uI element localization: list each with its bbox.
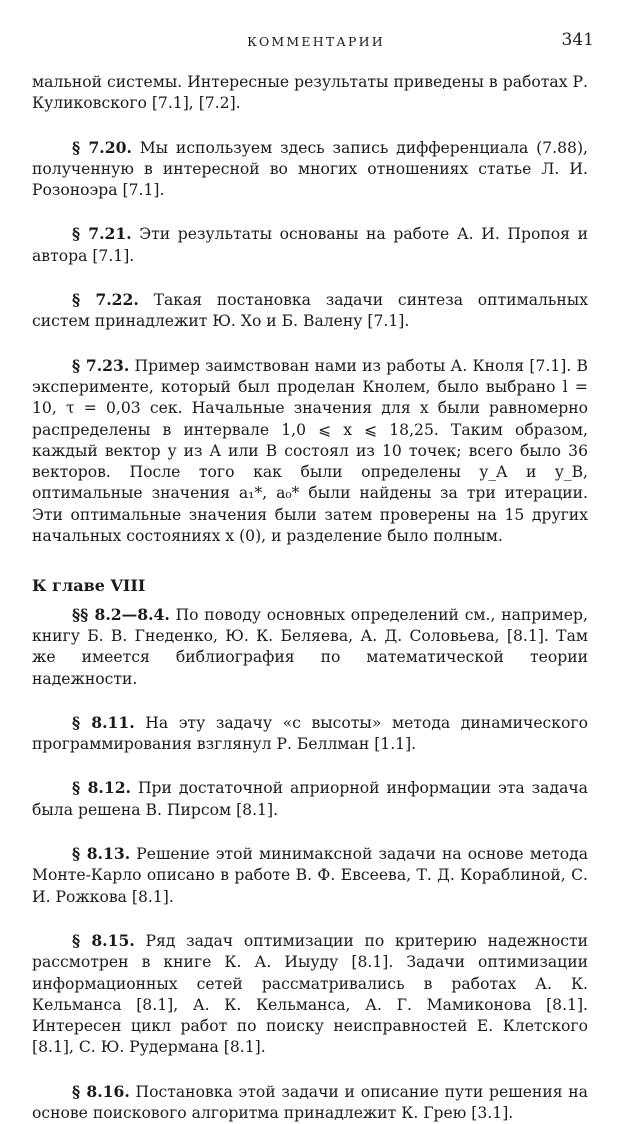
running-title: КОММЕНТАРИИ: [247, 34, 385, 49]
section-label: § 8.12.: [72, 778, 131, 798]
section-text: Эти результаты основаны на работе А. И. Пропоя и автора [7.1].: [32, 225, 588, 265]
section-text: Решение этой минимаксной задачи на основе метода Монте-Карло описано в работе В. Ф. Евсеева, Т. Д. Кораблиной, С. И. Рожкова [8.1].: [32, 845, 588, 906]
section-text: По поводу основных определений см., например, книгу Б. В. Гнеденко, Ю. К. Беляева, А. Д. Соловьева, [8.1]. Там же имеется библиография по математической теории надежности.: [32, 605, 588, 688]
section-label: § 8.11.: [72, 712, 135, 732]
section-label: § 7.20.: [72, 137, 132, 157]
section-8-11: [32, 712, 588, 756]
section-8-16: [32, 1081, 588, 1124]
page-content: [32, 72, 588, 1124]
chapter-8-heading: К главе VIII: [32, 576, 146, 596]
section-label: § 8.13.: [72, 844, 131, 864]
section-text: Мы используем здесь запись дифференциала (7.88), полученную в интересной во многих отношениях статье Л. И. Розоноэра [7.1].: [32, 138, 588, 200]
intro-paragraph: мальной системы. Интересные результаты приведены в работах Р. Куликовского [7.1], [7.2].: [32, 73, 588, 113]
section-text: Ряд задач оптимизации по критерию надежности рассмотрен в книге К. А. Иыуду [8.1]. Задачи оптимизации информационных сетей рассматривались в работах А. К. Кельманса [8.1], А. К. Кельманса, А. Г. Мамиконова [8.1]. Интересен цикл работ по поиску неисправностей Е. Клетского [8.1], С. Ю. Рудермана [8.1].: [32, 931, 588, 1057]
section-label: § 7.23.: [72, 355, 130, 375]
section-7-20: [32, 137, 588, 202]
section-7-23: [32, 355, 588, 548]
section-text: На эту задачу «с высоты» метода динамического программирования взглянул Р. Беллман [1.1].: [32, 713, 588, 754]
section-label: § 7.22.: [72, 290, 139, 310]
section-text: При достаточной априорной информации эта задача была решена В. Пирсом [8.1].: [32, 779, 588, 819]
section-label: § 8.16.: [72, 1081, 130, 1101]
section-7-22: [32, 289, 588, 333]
section-8-2-8-4: [32, 604, 588, 690]
section-label: §§ 8.2—8.4.: [72, 604, 170, 624]
section-8-13: [32, 843, 588, 908]
section-8-12: [32, 777, 588, 821]
section-7-21: [32, 223, 588, 267]
section-text: Такая постановка задачи синтеза оптимальных систем принадлежит Ю. Хо и Б. Валену [7.1].: [32, 291, 588, 331]
section-label: § 7.21.: [72, 224, 132, 244]
section-text: Постановка этой задачи и описание пути решения на основе поискового алгоритма принадлежит К. Грею [3.1].: [32, 1082, 588, 1122]
section-text: Пример заимствован нами из работы А. Кноля [7.1]. В эксперименте, который был проделан Кнолем, было выбрано l = 10, τ = 0,03 сек. Начальные значения для x были равномерно распределены в интервале 1,0 ⩽ x ⩽ 18,25. Таким образом, каждый вектор y из A или B состоял из 10 точек; всего было 36 векторов. После того как были определены y_A и y_B, оптимальные значения a₁*, a₀* были найдены за три итерации. Эти оптимальные значения были затем проверены на 15 других начальных состояниях x (0), и разделение было полным.: [32, 356, 588, 546]
page-header: [30, 30, 602, 54]
page-number: 341: [561, 30, 594, 50]
section-8-15: [32, 930, 588, 1059]
section-label: § 8.15.: [72, 930, 135, 950]
